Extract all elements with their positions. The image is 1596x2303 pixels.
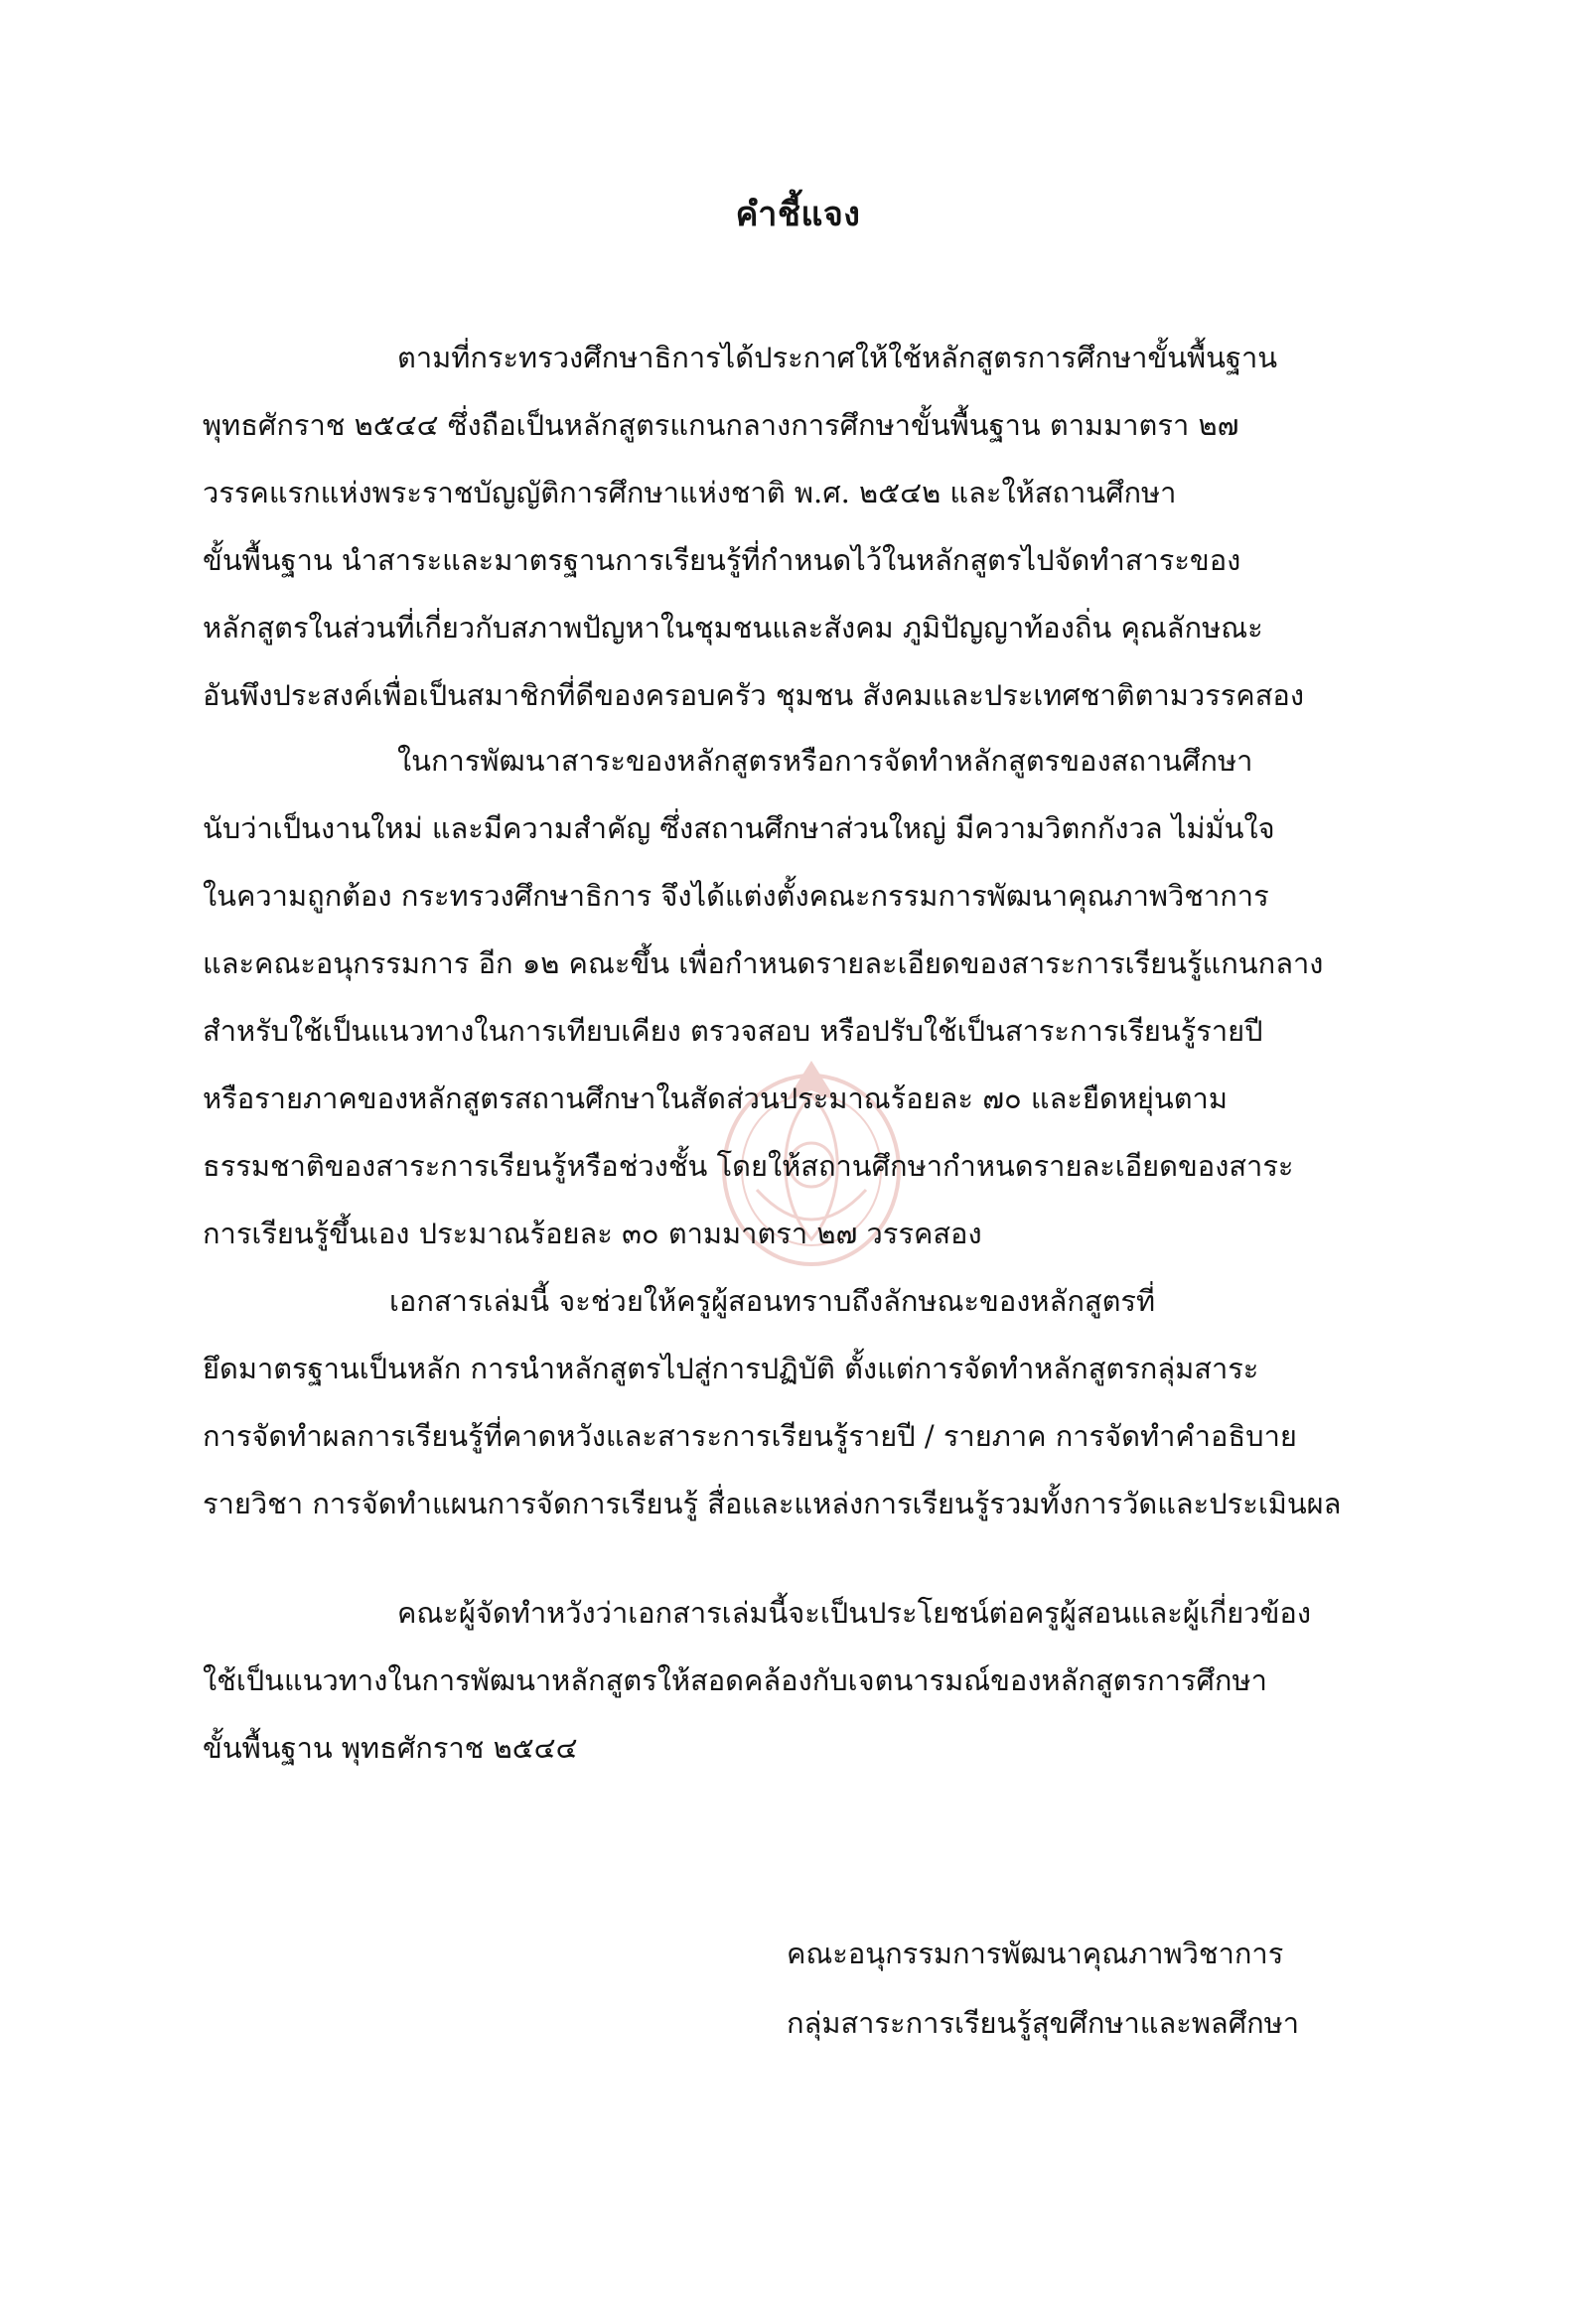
paragraph-line: หรือรายภาคของหลักสูตรสถานศึกษาในสัดส่วนประมาณร้อยละ ๗๐ และยืดหยุ่นตาม	[203, 1081, 1228, 1115]
document-title: คำชี้แจง	[735, 195, 861, 234]
paragraph-line: ในการพัฒนาสาระของหลักสูตรหรือการจัดทำหลักสูตรของสถานศึกษา	[397, 744, 1253, 778]
paragraph-line: การจัดทำผลการเรียนรู้ที่คาดหวังและสาระการเรียนรู้รายปี / รายภาค การจัดทำคำอธิบาย	[203, 1419, 1297, 1453]
signature-block	[787, 1919, 1343, 2058]
signature-group: กลุ่มสาระการเรียนรู้สุขศึกษาและพลศึกษา	[787, 2006, 1300, 2040]
paragraph-line: รายวิชา การจัดทำแผนการจัดการเรียนรู้ สื่อและแหล่งการเรียนรู้รวมทั้งการวัดและประเมินผล	[203, 1487, 1342, 1520]
paragraph-4	[203, 1579, 1398, 1782]
paragraph-line: สำหรับใช้เป็นแนวทางในการเทียบเคียง ตรวจสอบ หรือปรับใช้เป็นสาระการเรียนรู้รายปี	[203, 1014, 1263, 1048]
paragraph-line: หลักสูตรในส่วนที่เกี่ยวกับสภาพปัญหาในชุมชนและสังคม ภูมิปัญญาท้องถิ่น คุณลักษณะ	[203, 611, 1263, 645]
paragraph-line: ในความถูกต้อง กระทรวงศึกษาธิการ จึงได้แต่งตั้งคณะกรรมการพัฒนาคุณภาพวิชาการ	[203, 879, 1269, 913]
paragraph-line: ตามที่กระทรวงศึกษาธิการได้ประกาศให้ใช้หลักสูตรการศึกษาขั้นพื้นฐาน	[397, 341, 1278, 374]
paragraph-2	[203, 727, 1398, 1267]
paragraph-line: ใช้เป็นแนวทางในการพัฒนาหลักสูตรให้สอดคล้องกับเจตนารมณ์ของหลักสูตรการศึกษา	[203, 1663, 1267, 1697]
paragraph-line: ขั้นพื้นฐาน พุทธศักราช ๒๕๔๔	[203, 1731, 578, 1765]
paragraph-line: คณะผู้จัดทำหวังว่าเอกสารเล่มนี้จะเป็นประโยชน์ต่อครูผู้สอนและผู้เกี่ยวข้อง	[397, 1596, 1311, 1630]
paragraph-line: นับว่าเป็นงานใหม่ และมีความสำคัญ ซึ่งสถานศึกษาส่วนใหญ่ มีความวิตกกังวล ไม่มั่นใจ	[203, 811, 1275, 845]
paragraph-1	[203, 324, 1398, 729]
paragraph-line: อันพึงประสงค์เพื่อเป็นสมาชิกที่ดีของครอบครัว ชุมชน สังคมและประเทศชาติตามวรรคสอง	[203, 678, 1304, 712]
paragraph-line: วรรคแรกแห่งพระราชบัญญัติการศึกษาแห่งชาติ พ.ศ. ๒๕๔๒ และให้สถานศึกษา	[203, 476, 1177, 509]
paragraph-line: และคณะอนุกรรมการ อีก ๑๒ คณะขึ้น เพื่อกำหนดรายละเอียดของสาระการเรียนรู้แกนกลาง	[203, 946, 1324, 980]
paragraph-line: การเรียนรู้ขึ้นเอง ประมาณร้อยละ ๓๐ ตามมาตรา ๒๗ วรรคสอง	[203, 1217, 982, 1250]
paragraph-line: เอกสารเล่มนี้ จะช่วยให้ครูผู้สอนทราบถึงลักษณะของหลักสูตรที่	[389, 1284, 1156, 1318]
paragraph-line: ขั้นพื้นฐาน นำสาระและมาตรฐานการเรียนรู้ที่กำหนดไว้ในหลักสูตรไปจัดทำสาระของ	[203, 543, 1241, 577]
signature-committee: คณะอนุกรรมการพัฒนาคุณภาพวิชาการ	[787, 1937, 1284, 1970]
paragraph-line: พุทธศักราช ๒๕๔๔ ซึ่งถือเป็นหลักสูตรแกนกลางการศึกษาขั้นพื้นฐาน ตามมาตรา ๒๗	[203, 408, 1239, 442]
paragraph-line: ยึดมาตรฐานเป็นหลัก การนำหลักสูตรไปสู่การปฏิบัติ ตั้งแต่การจัดทำหลักสูตรกลุ่มสาระ	[203, 1352, 1259, 1385]
paragraph-line: ธรรมชาติของสาระการเรียนรู้หรือช่วงชั้น โดยให้สถานศึกษากำหนดรายละเอียดของสาระ	[203, 1149, 1294, 1183]
paragraph-3	[203, 1267, 1398, 1537]
